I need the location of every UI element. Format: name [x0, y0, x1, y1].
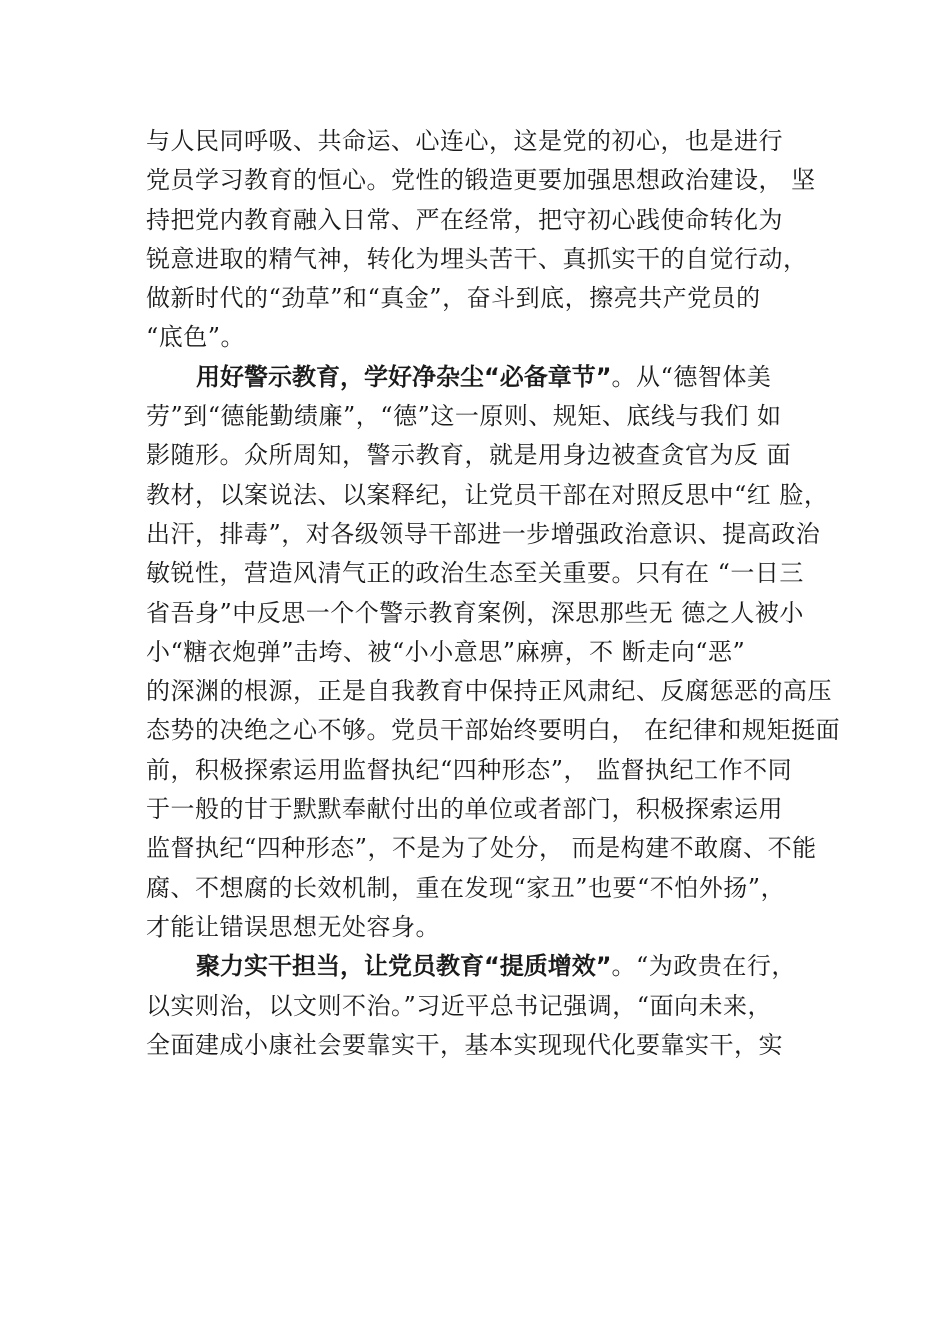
paragraph1-line: 做新时代的“劲草”和“真金”，奋斗到底，擦亮共产党员的	[146, 284, 761, 313]
paragraph2-line: 教材，以案说法、以案释纪，让党员干部在对照反思中“红 脸，	[146, 480, 829, 509]
paragraph2-line: 前，积极探索运用监督执纪“四种形态”， 监督执纪工作不同	[146, 755, 793, 784]
paragraph1-line: 持把党内教育融入日常、严在经常，把守初心践使命转化为	[146, 205, 783, 234]
paragraph2-line: 才能让错误思想无处容身。	[146, 912, 440, 941]
paragraph2-line: 腐、不想腐的长效机制，重在发现“家丑”也要“不怕外扬”，	[146, 873, 786, 902]
paragraph2-heading: 用好警示教育，学好净杂尘“必备章节”	[196, 362, 612, 391]
paragraph3-first-line	[146, 947, 836, 986]
paragraph2-line: 监督执纪“四种形态”，不是为了处分， 而是构建不敢腐、不能	[146, 834, 817, 863]
paragraph2-line: 小“糖衣炮弹”击垮、被“小小意思”麻痹，不 断走向“恶”	[146, 637, 746, 666]
paragraph2-line: 于一般的甘于默默奉献付出的单位或者部门，积极探索运用	[146, 795, 783, 824]
paragraph2-line: 态势的决绝之心不够。党员干部始终要明白， 在纪律和规矩挺面	[146, 716, 841, 745]
paragraph2-first-line-rest: 。从“德智体美	[611, 362, 772, 391]
paragraph2-line: 的深渊的根源，正是自我教育中保持正风肃纪、反腐惩恶的高压	[146, 677, 832, 706]
paragraph1-line: 党员学习教育的恒心。党性的锻造更要加强思想政治建设， 坚	[146, 166, 816, 195]
paragraph2-line: 省吾身”中反思一个个警示教育案例，深思那些无 德之人被小	[146, 598, 804, 627]
document-body	[146, 122, 841, 1065]
paragraph2-line: 劳”到“德能勤绩廉”，“德”这一原则、规矩、底线与我们 如	[146, 402, 782, 431]
paragraph2-line: 影随形。众所周知，警示教育，就是用身边被查贪官为反 面	[146, 441, 792, 470]
paragraph3-heading: 聚力实干担当，让党员教育“提质增效”	[196, 952, 612, 981]
paragraph1-line: 与人民同呼吸、共命运、心连心，这是党的初心，也是进行	[146, 127, 783, 155]
paragraph3-first-line-rest: 。“为政贵在行，	[611, 952, 796, 981]
paragraph2-first-line	[146, 358, 836, 397]
paragraph1-line: “底色”。	[146, 323, 246, 352]
paragraph2-line: 敏锐性，营造风清气正的政治生态至关重要。只有在 “一日三	[146, 559, 804, 588]
paragraph2-line: 出汗，排毒”，对各级领导干部进一步增强政治意识、提高政治	[146, 519, 821, 548]
paragraph3-line: 全面建成小康社会要靠实干，基本实现现代化要靠实干，实	[146, 1030, 783, 1059]
paragraph1-line: 锐意进取的精气神，转化为埋头苦干、真抓实干的自觉行动，	[146, 244, 808, 273]
paragraph3-line: 以实则治，以文则不治。”习近平总书记强调，“面向未来，	[146, 991, 773, 1020]
